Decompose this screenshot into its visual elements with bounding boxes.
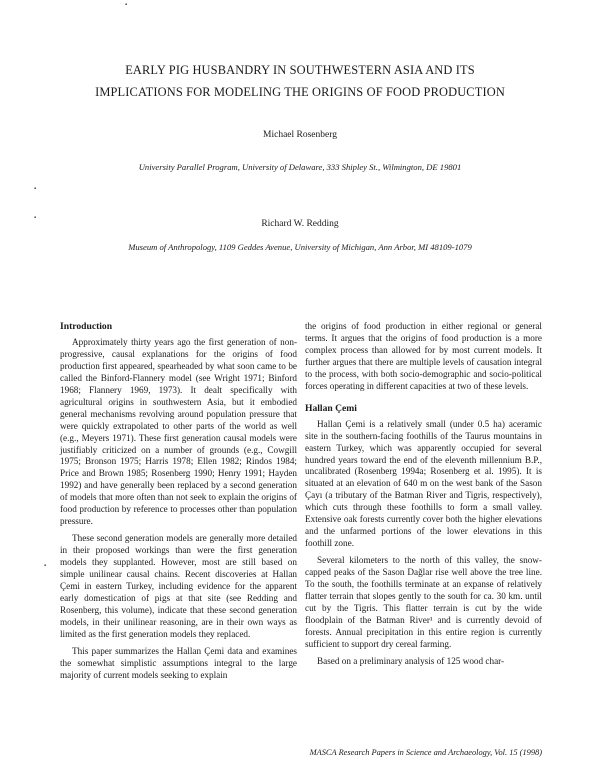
- body-paragraph: Hallan Çemi is a relatively small (under 0.5 ha) aceramic site in the southern-facing foothills of the Taurus mountains in eastern Turkey, which was apparently occupied for several hundred years toward the end of the eleventh millennium B.P., uncalibrated (Rosenberg 1994a; Rosenberg et al. 1995). It is situated at an elevation of 640 m on the west bank of the Sason Çayı (a tributary of the Batman River and Tigris, respectively), which cuts through these foothills to form a small valley. Extensive oak forests currently cover both the higher elevations and the unfarmed portions of the lower elevations in this foothill zone.: [305, 418, 542, 549]
- paper-title-line-1: EARLY PIG HUSBANDRY IN SOUTHWESTERN ASIA AND ITS: [125, 63, 475, 77]
- author-name: Michael Rosenberg: [263, 130, 337, 140]
- section-heading-hallan-cemi: Hallan Çemi: [305, 402, 357, 414]
- scan-speck: ▪: [125, 2, 128, 8]
- body-paragraph: This paper summarizes the Hallan Çemi data and examines the somewhat simplistic assumptions integral to the large majority of current models seeking to explain: [60, 645, 297, 680]
- author-affiliation: Museum of Anthropology, 1109 Geddes Avenue, University of Michigan, Ann Arbor, MI 48109-1079: [128, 242, 472, 252]
- author-name: Richard W. Redding: [261, 219, 339, 229]
- paper-title-line-2: IMPLICATIONS FOR MODELING THE ORIGINS OF FOOD PRODUCTION: [95, 85, 505, 99]
- author-affiliation: University Parallel Program, University of Delaware, 333 Shipley St., Wilmington, DE 19801: [138, 162, 462, 172]
- body-paragraph: Approximately thirty years ago the first generation of non-progressive, causal explanations for the origins of food production first appeared, spearheaded by what soon came to be called the Binford-Flannery model (see Wright 1971; Binford 1968; Flannery 1969, 1973). It dealt specifically with agricultural origins in southwestern Asia, but it embodied general mechanisms revolving around population pressure that were quickly extrapolated to other parts of the world as well (e.g., Meyers 1971). These first generation causal models were justifiably criticized on a number of grounds (e.g., Cowgill 1975; Bronson 1975; Harris 1978; Ellen 1982; Rindos 1984; Price and Brown 1985; Rosenberg 1990; Henry 1991; Hayden 1992) and have generally been replaced by a second generation of models that more often than not seek to explain the origins of food production by reference to processes other than population pressure.: [60, 336, 297, 527]
- right-column: [305, 321, 542, 668]
- scan-speck: ▪: [44, 563, 47, 569]
- body-paragraph: Several kilometers to the north of this valley, the snow-capped peaks of the Sason Dağlar rise well above the tree line. To the south, the foothills terminate at an expanse of relatively flatter terrain that slopes gently to the south for ca. 30 km. until cut by the Tigris. This flatter terrain is cut by the wide floodplain of the Batman River¹ and is currently devoid of forests. Annual precipitation in this entire region is currently sufficient to support dry cereal farming.: [305, 555, 542, 649]
- scan-speck: ▪: [34, 186, 37, 192]
- body-paragraph: Based on a preliminary analysis of 125 wood char-: [317, 655, 505, 666]
- body-paragraph: the origins of food production in either regional or general terms. It argues that the origins of food production is a more complex process than allowed for by most current models. It further argues that there are multiple levels of causation integral to the process, with both socio-demographic and socio-political forces operating in different capacities at two of these levels.: [305, 321, 542, 391]
- body-paragraph: These second generation models are generally more detailed in their proposed workings than were the first generation models they supplanted. However, most are still based on simple unilinear causal chains. Recent discoveries at Hallan Çemi in eastern Turkey, including evidence for the apparent early domestication of pigs at that site (see Redding and Rosenberg, this volume), indicate that these second generation models, in their unilinear reasoning, are in their own ways as limited as the first generation models they replaced.: [60, 533, 297, 639]
- left-column: [60, 321, 297, 682]
- page-footer: MASCA Research Papers in Science and Archaeology, Vol. 15 (1998): [309, 748, 542, 757]
- section-heading-introduction: Introduction: [60, 321, 113, 332]
- scan-speck: ▪: [34, 215, 37, 221]
